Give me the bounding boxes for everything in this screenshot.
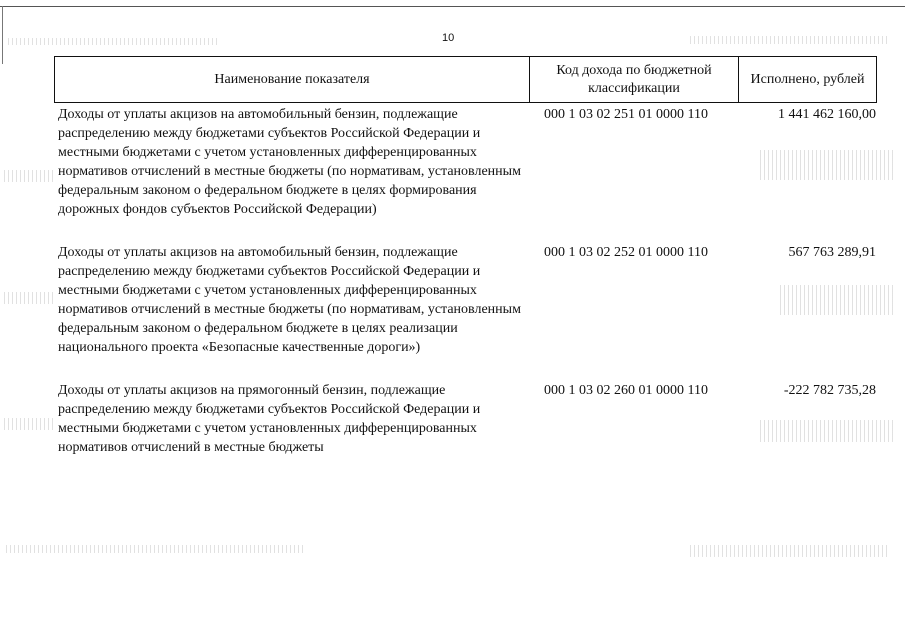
row-indicator-name: Доходы от уплаты акцизов на автомобильный бензин, подлежащие распределению между бюджетами субъектов Российской Федерации и местными бюджетами с учетом установленных дифференцированных нормативов отчислений в местные бюджеты (по нормативам, установленным федеральным законом о федеральном бюджете в целях формирования дорожных фондов субъектов Российской Федерации) (58, 107, 521, 217)
table-row (58, 105, 878, 225)
scan-noise (690, 36, 890, 44)
row-income-code: 000 1 03 02 252 01 0000 110 (544, 245, 708, 260)
column-header-name: Наименование показателя (55, 57, 530, 102)
scan-noise (8, 38, 218, 45)
column-header-amount: Исполнено, рублей (750, 71, 865, 87)
row-income-code: 000 1 03 02 251 01 0000 110 (544, 107, 708, 122)
page-number: 10 (442, 32, 455, 44)
scan-noise (690, 545, 890, 557)
table-row (58, 381, 878, 461)
table-header (54, 56, 877, 103)
page-left-border (2, 6, 3, 64)
row-income-code: 000 1 03 02 260 01 0000 110 (544, 383, 708, 398)
row-executed-amount: 1 441 462 160,00 (778, 107, 876, 122)
row-executed-amount: -222 782 735,28 (783, 383, 876, 398)
table-row (58, 243, 878, 378)
scan-noise (4, 292, 54, 304)
row-indicator-name: Доходы от уплаты акцизов на прямогонный бензин, подлежащие распределению между бюджетами субъектов Российской Федерации и местными бюджетами с учетом установленных дифференцированных нормативов отчислений в местные бюджеты (58, 383, 481, 455)
row-indicator-name: Доходы от уплаты акцизов на автомобильный бензин, подлежащие распределению между бюджетами субъектов Российской Федерации и местными бюджетами с учетом установленных дифференцированных нормативов отчислений в местные бюджеты (по нормативам, установленным федеральным законом о федеральном бюджете в целях реализации национального проекта «Безопасные качественные дороги») (58, 245, 521, 355)
page-top-border (0, 6, 905, 7)
scan-noise (4, 170, 54, 182)
column-header-code: Код дохода по бюджетной классификации (530, 57, 739, 102)
scan-noise (4, 418, 54, 430)
scan-noise (6, 545, 306, 553)
row-executed-amount: 567 763 289,91 (788, 245, 876, 260)
